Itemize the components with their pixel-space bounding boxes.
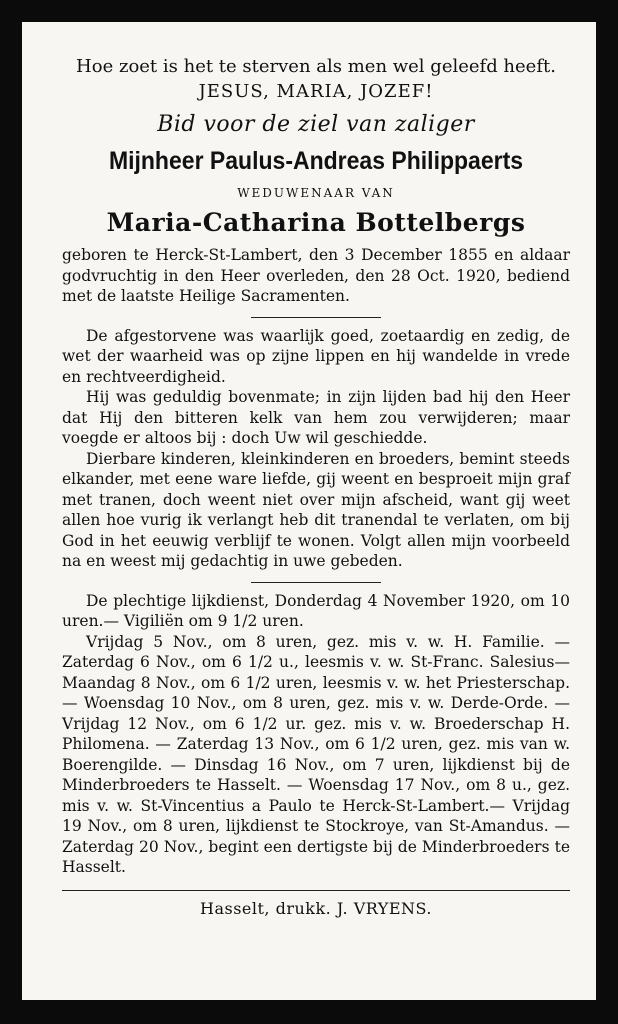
eulogy-paragraph: Hij was geduldig bovenmate; in zijn lijden bad hij den Heer dat Hij den bitteren kelk van hem zou verwijderen; maar voegde er altoos bij : doch Uw wil geschiedde. xyxy=(62,388,570,447)
epigraph: Hoe zoet is het te sterven als men wel geleefd heeft. xyxy=(76,56,556,77)
divider xyxy=(251,317,381,318)
relation-label: WEDUWENAAR VAN xyxy=(237,186,395,200)
biography-paragraph xyxy=(62,245,570,307)
eulogy-paragraph: De afgestorvene was waarlijk goed, zoetaardig en zedig, de wet der waarheid was op zijne lippen en hij wandelde in vrede en rechtveerdigheid. xyxy=(62,326,570,386)
eulogy-paragraph: Dierbare kinderen, kleinkinderen en broeders, bemint steeds elkander, met eene ware liefde, gij weent en besproeit mijn graf met tranen, doch weent niet over mijn afscheid, want gij weet allen hoe vurig ik verlangt heb dit tranendal te verlaten, om bij God in het eeuwig verblijf te wonen. Volgt allen mijn voorbeeld na en weest mij gedachtig in uwe gebeden. xyxy=(62,449,570,570)
divider xyxy=(251,582,381,583)
footer-divider xyxy=(62,890,570,891)
invocation: JESUS, MARIA, JOZEF! xyxy=(198,81,434,102)
prayer-request: Bid voor de ziel van zaliger xyxy=(157,112,475,137)
eulogy-section xyxy=(62,326,570,572)
mass-schedule-text: Vrijdag 5 Nov., om 8 uren, gez. mis v. w. H. Familie. — Zaterdag 6 Nov., om 6 1/2 u., leesmis v. w. St-Franc. Salesius— Maandag 8 Nov., om 6 1/2 uren, leesmis v. w. het Priesterschap.— Woensdag 10 Nov., om 8 uren, gez. mis v. w. Derde-Orde. — Vrijdag 12 Nov., om 6 1/2 ur. gez. mis v. w. Broederschap H. Philomena. — Zaterdag 13 Nov., om 6 1/2 uren, gez. mis van w. Boerengilde. — Dinsdag 16 Nov., om 7 uren, lijkdienst bij de Minderbroeders te Hasselt. — Woensdag 17 Nov., om 8 u., gez. mis v. w. St-Vincentius a Paulo te Herck-St-Lambert.— Vrijdag 19 Nov., om 8 uren, lijkdienst te Stockroye, van St-Amandus. — Zaterdag 20 Nov., begint een dertigste bij de Minderbroeders te Hasselt. xyxy=(62,632,570,876)
deceased-name: Mijnheer Paulus-Andreas Philippaerts xyxy=(108,147,524,175)
funeral-service-text: De plechtige lijkdienst, Donderdag 4 November 1920, om 10 uren.— Vigiliën om 9 1/2 uren. xyxy=(62,591,570,630)
biography-text: geboren te Herck-St-Lambert, den 3 December 1855 en aldaar godvruchtig in den Heer overleden, den 28 Oct. 1920, bediend met de laatste Heilige Sacramenten. xyxy=(62,246,570,305)
memorial-card xyxy=(22,22,596,1000)
printer-credit: Hasselt, drukk. J. VRYENS. xyxy=(199,898,433,918)
services-section xyxy=(62,591,570,878)
spouse-name: Maria-Catharina Bottelbergs xyxy=(106,208,526,237)
